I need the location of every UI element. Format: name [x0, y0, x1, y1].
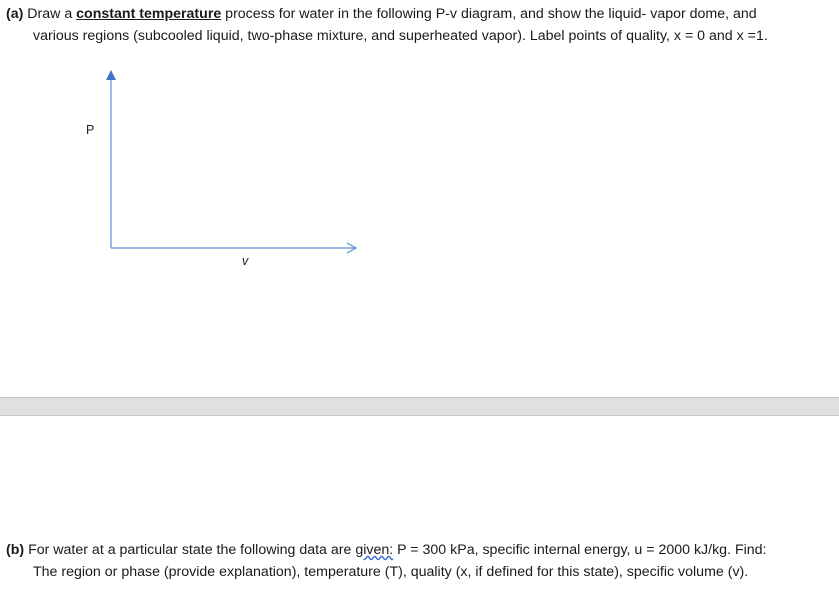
question-b-given-word: given:	[355, 542, 394, 558]
question-a-text-pre: Draw a	[23, 6, 77, 22]
question-b-text-pre: For water at a particular state the following data are	[24, 542, 356, 558]
question-a-label: (a)	[6, 6, 24, 22]
question-a-line-2: various regions (subcooled liquid, two-phase mixture, and superheated vapor). Label points of quality, x = 0 and x =1.	[33, 28, 768, 44]
question-part-b	[6, 539, 836, 583]
question-b-label: (b)	[6, 542, 25, 558]
question-b-line-1	[6, 539, 836, 561]
question-a-text-post: process for water in the following P-v diagram, and show the liquid- vapor dome, and	[221, 6, 757, 22]
pressure-axis-label: P	[86, 123, 95, 137]
question-b-text-post: P = 300 kPa, specific internal energy, u = 2000 kJ/kg. Find:	[393, 542, 767, 558]
question-b-line-2: The region or phase (provide explanation), temperature (T), quality (x, if defined for this state), specific volume (v).	[33, 564, 749, 580]
section-separator	[0, 397, 839, 416]
volume-axis-label: v	[242, 254, 249, 268]
question-a-emphasis: constant temperature	[76, 6, 222, 22]
pressure-axis-arrowhead	[106, 70, 116, 80]
